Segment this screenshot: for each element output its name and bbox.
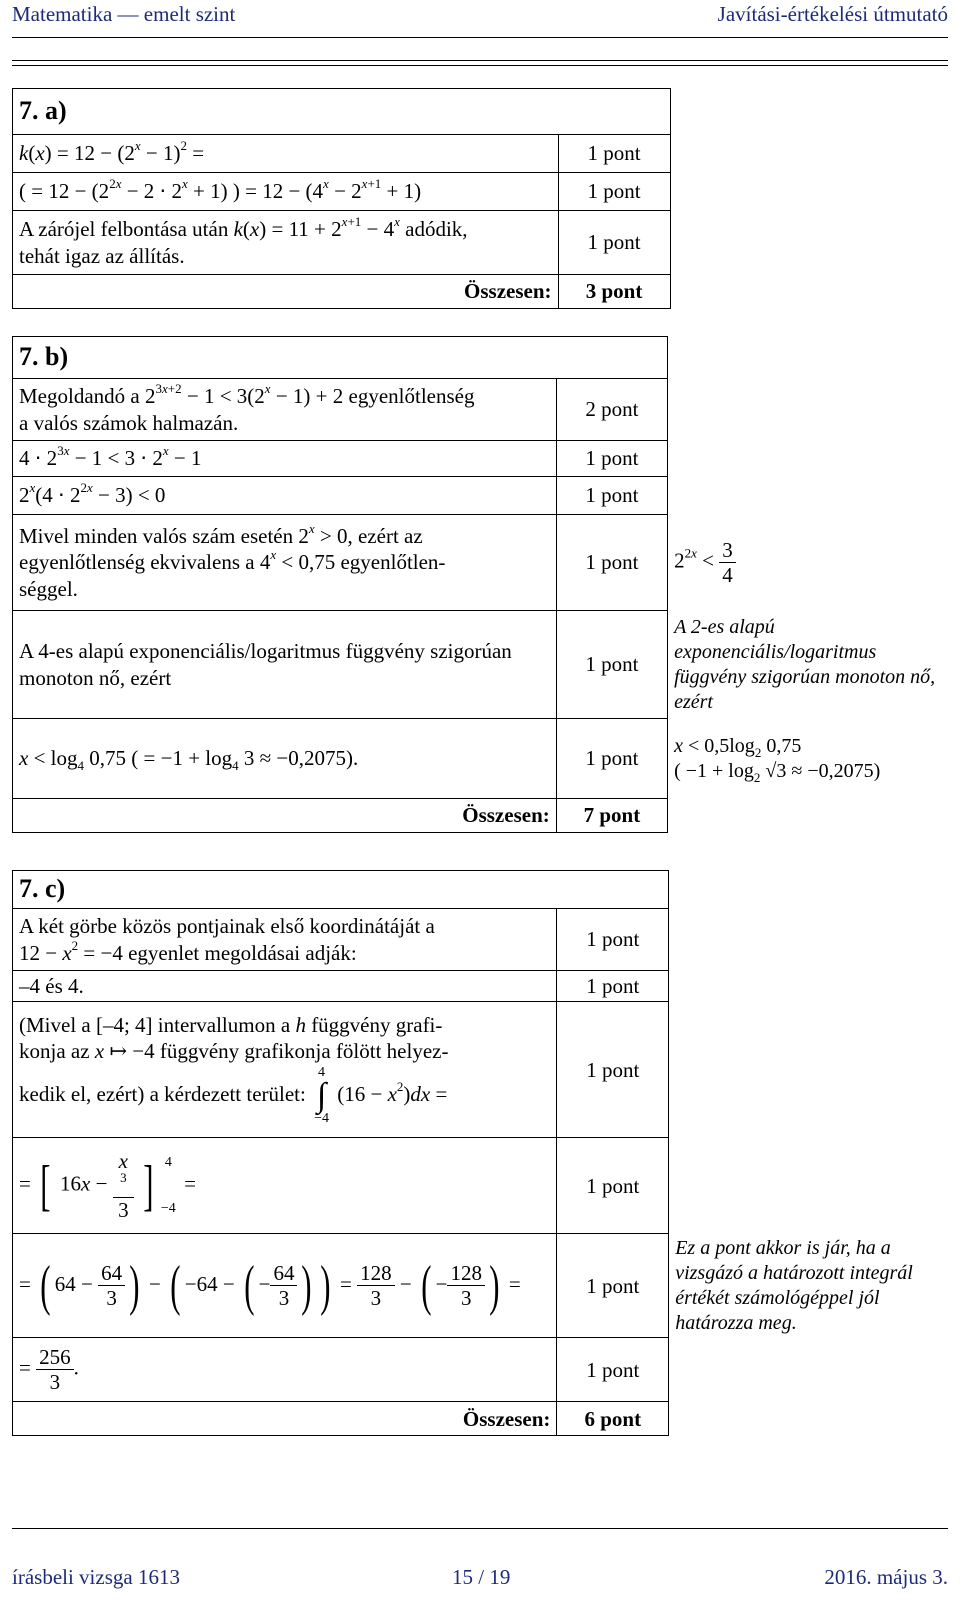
formula-row: $x < \log_4 0,75$ ( = $-1 + \log_4 3 \approx -0,2075$). xyxy=(13,719,557,799)
note-formula: $2^{2x}$ < $\frac{3}{4}$ xyxy=(668,515,956,611)
points-cell: 1 pont xyxy=(557,1002,669,1138)
solution-table-7c xyxy=(12,870,956,1436)
text: egyenlet megoldásai adják: xyxy=(128,940,357,965)
points-cell: 1 pont xyxy=(558,135,670,173)
text: tehát igaz az állítás. xyxy=(19,243,185,268)
text: a valós számok halmazán. xyxy=(19,410,239,435)
points-cell: 1 pont xyxy=(556,477,667,515)
page-number: 15 / 19 xyxy=(452,1565,511,1589)
points-cell: 1 pont xyxy=(557,909,669,971)
footer-date: 2016. május 3. xyxy=(824,1565,948,1589)
total-label: Összesen: xyxy=(13,1402,557,1436)
text: függvény grafikonja fölött helyez- xyxy=(159,1039,449,1064)
text: egyenlőtlen- xyxy=(340,550,446,575)
text: egyenlőtlenség xyxy=(348,384,475,409)
points-cell: 1 pont xyxy=(557,1338,669,1402)
text: Megoldandó a xyxy=(19,384,140,409)
points-cell: 1 pont xyxy=(558,211,670,275)
text: , ezért az xyxy=(347,524,423,549)
task-title: 7. c) xyxy=(13,871,669,909)
section-rule xyxy=(12,60,948,66)
total-points: 7 pont xyxy=(556,799,667,833)
text: konja az xyxy=(19,1039,90,1064)
text: kedik el, ezért) a kérdezett terület: xyxy=(19,1081,306,1106)
text-row: A 4-es alapú exponenciális/logaritmus függvény szigorúan monoton nő, ezért xyxy=(13,611,557,719)
points-cell: 1 pont xyxy=(556,515,667,611)
points-cell: 1 pont xyxy=(557,971,669,1002)
text: h xyxy=(295,1013,306,1038)
text-row: Mivel minden valós szám esetén $2^x > 0$, ezért az egyenlőtlenség ekvivalens a $4^x < 0,75$ egyenlőtlen- séggel. xyxy=(13,515,557,611)
note-formula: $x < 0,5\log_2$ 0,75 ( $-1 + \log_2 √3 \approx -0,2075$) xyxy=(674,734,881,785)
points-cell: 1 pont xyxy=(557,1234,669,1338)
text-row: (Mivel a [–4; 4] intervallumon a h függvény grafi- konja az x ↦ −4 függvény grafikonja fölött helyez- kedik el, ezért) a kérdezett terület: 4 ∫ −4 $(16 - x^2)dx$ = xyxy=(13,1002,557,1138)
header-rule xyxy=(12,37,948,38)
formula-row: = [ 16x − x $^3$ 3 ] 4 −4 = xyxy=(13,1138,557,1234)
footer-exam-code: írásbeli vizsga 1613 xyxy=(12,1565,180,1589)
formula-row: $4 \cdot 2^{3x} - 1 < 3 \cdot 2^x - 1$ xyxy=(13,441,557,477)
solution-table-7b xyxy=(12,336,956,833)
text: egyenlőtlenség ekvivalens a xyxy=(19,550,255,575)
points-cell: 1 pont xyxy=(556,719,667,799)
total-points: 3 pont xyxy=(558,275,670,309)
points-cell: 1 pont xyxy=(557,1138,669,1234)
text: Mivel minden valós szám esetén xyxy=(19,524,294,549)
formula-row: = ( 64 − $\frac{64}{3}$ ) − ( −64 − ( − $\frac{64}{3}$ ) ) = $\frac{128}{3}$ − ( − $\frac{128}{3}$ ) = xyxy=(13,1234,557,1338)
formula-row: ( = $12 - (2^{2x} - 2 \cdot 2^x + 1)$ ) = $12 - (4^x - 2^{x+1} + 1)$ xyxy=(13,173,559,211)
task-title: 7. b) xyxy=(13,337,668,379)
points-cell: 1 pont xyxy=(558,173,670,211)
text-row: Megoldandó a $2^{3x+2} - 1 < 3(2^x - 1) + 2$ egyenlőtlenség a valós számok halmazán. xyxy=(13,379,557,441)
header-subject: Matematika — emelt szint xyxy=(12,2,236,26)
points-cell: 1 pont xyxy=(556,611,667,719)
task-title: 7. a) xyxy=(13,89,671,135)
footer-rule xyxy=(12,1528,948,1529)
points-cell: 2 pont xyxy=(556,379,667,441)
text: függvény grafi- xyxy=(311,1013,443,1038)
text: séggel. xyxy=(19,576,78,601)
solution-table-7a xyxy=(12,88,956,309)
formula-row: $k(x) = 12 - (2^x - 1)^2$ = xyxy=(13,135,559,173)
text-row: –4 és 4. xyxy=(13,971,557,1002)
margin-note: Ez a pont akkor is jár, ha a vizsgázó a határozott integrál értékét számológéppel jól határozza meg. xyxy=(675,1236,913,1334)
total-label: Összesen: xyxy=(13,275,559,309)
text-row: A zárójel felbontása után $k(x) = 11 + 2^{x+1} - 4^x$ adódik, tehát igaz az állítás. xyxy=(13,211,559,275)
text: A két görbe közös pontjainak első koordinátáját a xyxy=(19,914,435,939)
total-label: Összesen: xyxy=(13,799,557,833)
text: adódik, xyxy=(405,217,468,242)
margin-note: A 2-es alapú exponenciális/logaritmus függvény szigorúan monoton nő, ezért xyxy=(674,615,936,713)
text-row: A két görbe közös pontjainak első koordinátáját a $12 - x^2 = -4$ egyenlet megoldásai adják: xyxy=(13,909,557,971)
formula-row: $2^x(4 \cdot 2^{2x} - 3) < 0$ xyxy=(13,477,557,515)
header-guide-title: Javítási-értékelési útmutató xyxy=(717,2,948,26)
text: A zárójel felbontása után xyxy=(19,217,229,242)
formula-row: = $\frac{256}{3}$ . xyxy=(13,1338,557,1402)
text: (Mivel a [–4; 4] intervallumon a xyxy=(19,1013,291,1038)
points-cell: 1 pont xyxy=(556,441,667,477)
total-points: 6 pont xyxy=(557,1402,669,1436)
